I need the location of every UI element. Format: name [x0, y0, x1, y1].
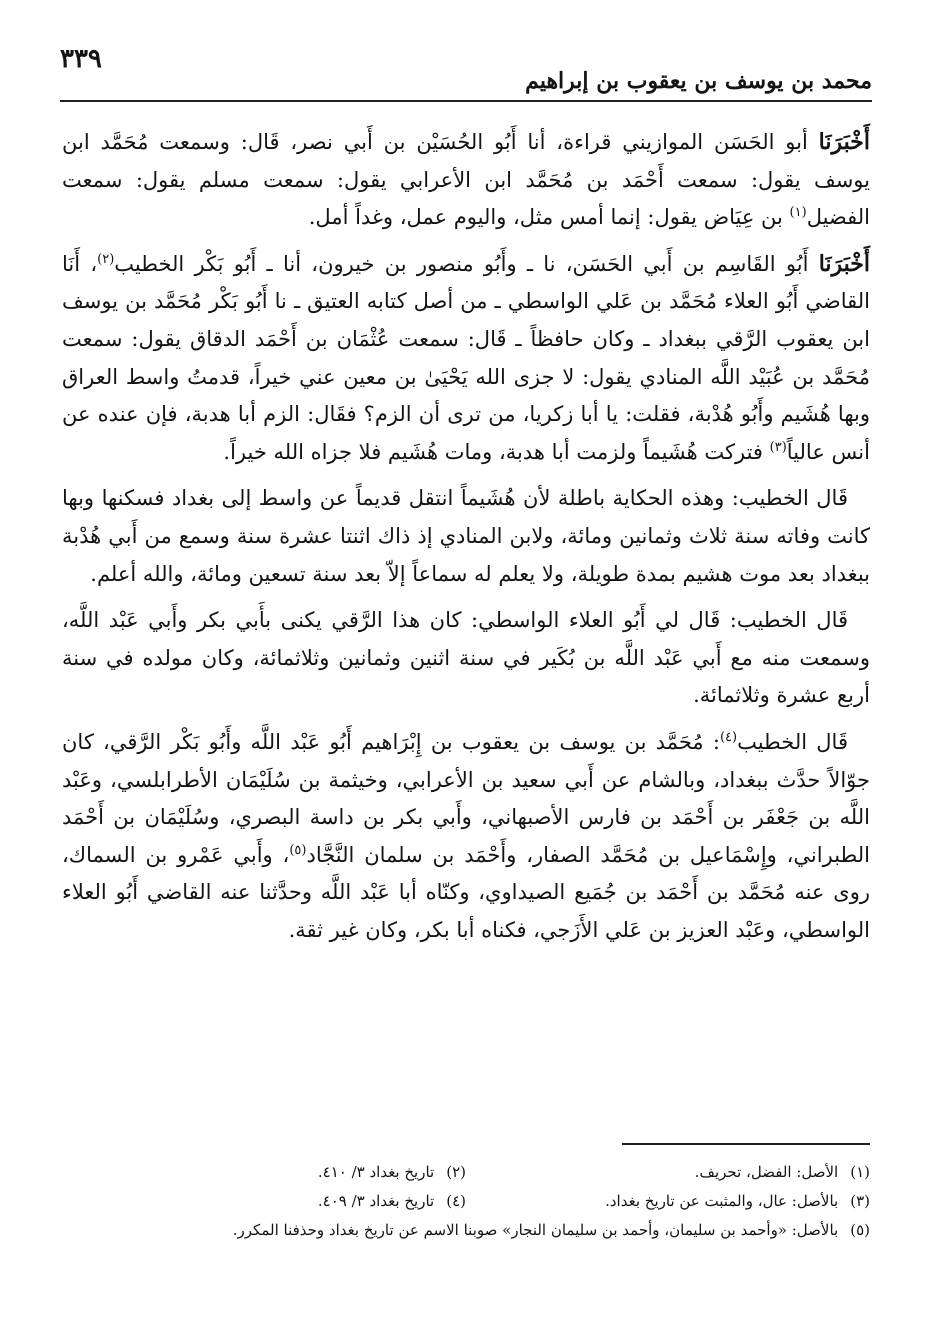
- footnote-marker: (٣): [769, 439, 787, 455]
- paragraph-1: [62, 124, 870, 237]
- paragraph-text: قَال الخطيب: [737, 729, 848, 754]
- footnote-marker: (٢): [97, 251, 115, 267]
- footnote-row: [62, 1158, 870, 1187]
- page-header: [60, 44, 872, 96]
- footnote-marker: (٥): [289, 842, 307, 858]
- paragraph-text: أَبُو القَاسِم بن أَبي الحَسَن، نا ـ وأَبُو منصور بن خيرون، أنا ـ أَبُو بَكْر الخطيب: [114, 251, 819, 276]
- paragraph-5: [62, 724, 870, 950]
- paragraph-text: ، وأَبي عَمْرو بن السماك، روى عنه مُحَمَّد بن أَحْمَد بن جُمَيع الصيداوي، وكنّاه أبا عَبْد اللَّه وحدَّثنا عنه القاضي أَبُو العلاء الواسطي، وعَبْد العزيز بن عَلي الأَزَجي، فكناه أبا بكر، وكان غير ثقة.: [62, 842, 870, 942]
- running-title: محمد بن يوسف بن يعقوب بن إبراهيم: [525, 68, 872, 94]
- footnote-3: [466, 1187, 870, 1216]
- footnote-5: [62, 1216, 870, 1245]
- paragraph-text: قَال الخطيب: وهذه الحكاية باطلة لأن هُشَيماً انتقل قديماً عن واسط إلى بغداد فسكنها وبها كانت وفاته سنة ثلاث وثمانين ومائة، ولابن المنادي إذ ذاك اثنتا عشرة سنة وسمع من أَبي هُدْبة ببغداد بعد موت هشيم بمدة طويلة، ولا يعلم له سماعاً إلاّ بعد سنة تسعين ومائة، والله أعلم.: [62, 486, 870, 586]
- footnote-4: [62, 1187, 466, 1216]
- lead-word: أَخْبَرَنَا: [818, 129, 870, 155]
- footnote-text: تاريخ بغداد ٣/ ٤١٠.: [317, 1163, 435, 1181]
- page-number: ٣٣٩: [60, 44, 102, 74]
- footnote-1: [466, 1158, 870, 1187]
- header-rule: [60, 100, 872, 102]
- footnote-marker: (٤): [719, 729, 738, 745]
- paragraph-4: [62, 602, 870, 715]
- paragraph-3: [62, 480, 870, 593]
- footnote-text: بالأصل: «وأحمد بن سليمان، وأحمد بن سليمان النجار» صوبنا الاسم عن تاريخ بغداد وحذفنا المكرر.: [232, 1221, 839, 1239]
- footnote-number: (٥): [850, 1221, 870, 1239]
- footnote-text: الأصل: الفضل، تحريف.: [694, 1163, 839, 1181]
- footnote-2: [62, 1158, 466, 1187]
- paragraph-text: بن عِيَاض يقول: إنما أمس مثل، واليوم عمل، وغداً أمل.: [308, 205, 790, 230]
- paragraph-text: ، أَنَا القاضي أَبُو العلاء مُحَمَّد بن عَلي الواسطي ـ من أصل كتابه العتيق ـ نا أَبُو بَكْر مُحَمَّد بن يوسف ابن يعقوب الرَّقي ببغداد ـ وكان حافظاً ـ قَال: سمعت عُثْمَان بن أَحْمَد الدقاق يقول: سمعت مُحَمَّد بن عُبَيْد اللَّه المنادي يقول: لا جزى الله يَحْيَىٰ بن معين عني خيراً، قدمتُ واسط العراق وبها هُشَيم وأَبُو هُدْبة، فقلت: يا أبا زكريا، من ترى أن الزم؟ فقَال: الزم أبا هدبة، فإن عنده عن أنس عالياً: [62, 251, 870, 464]
- footnote-text: بالأصل: عال، والمثبت عن تاريخ بغداد.: [605, 1192, 839, 1210]
- paragraph-text: : مُحَمَّد بن يوسف بن يعقوب بن إِبْرَاهيم أَبُو عَبْد اللَّه وأَبُو بَكْر الرَّقي، كان جوّالاً حدَّث ببغداد، وبالشام عن أَبي سعيد بن الأعرابي، وخيثمة بن سُلَيْمَان الأطرابلسي، وعَبْد اللَّه بن جَعْفَر بن أَحْمَد بن فارس الأصبهاني، وأَبي بكر بن داسة البصري، وسُلَيْمَان بن أَحْمَد الطبراني، وإِسْمَاعيل بن مُحَمَّد الصفار، وأَحْمَد بن سلمان النَّجَّاد: [62, 729, 870, 867]
- main-text: [62, 124, 870, 958]
- footnotes: [62, 1158, 870, 1245]
- footnote-number: (٣): [850, 1192, 870, 1210]
- paragraph-text: أبو الحَسَن الموازيني قراءة، أنا أَبُو الحُسَيْن بن أَبي نصر، قَال: وسمعت مُحَمَّد ابن يوسف يقول: سمعت أَحْمَد بن مُحَمَّد ابن الأعرابي يقول: سمعت مسلم يقول: سمعت الفضيل: [62, 130, 870, 230]
- paragraph-text: قَال الخطيب: قَال لي أَبُو العلاء الواسطي: كان هذا الرَّقي يكنى بأَبي بكر وأَبي عَبْد اللَّه، وسمعت منه مع أَبي عَبْد اللَّه بن بُكَير في سنة اثنين وثمانين وثلاثمائة، وكان مولده في سنة أربع عشرة وثلاثمائة.: [62, 608, 870, 708]
- paragraph-2: [62, 246, 870, 472]
- footnote-number: (٢): [446, 1163, 466, 1181]
- footnote-number: (٤): [446, 1192, 466, 1210]
- footnote-marker: (١): [789, 205, 807, 221]
- footnote-row: [62, 1187, 870, 1216]
- lead-word: أَخْبَرَنَا: [818, 250, 871, 277]
- footnote-rule: [622, 1143, 870, 1145]
- footnote-text: تاريخ بغداد ٣/ ٤٠٩.: [317, 1192, 435, 1210]
- paragraph-text: فتركت هُشَيماً ولزمت أبا هدبة، ومات هُشَيم فلا جزاه الله خيراً.: [223, 439, 770, 464]
- footnote-number: (١): [850, 1163, 870, 1181]
